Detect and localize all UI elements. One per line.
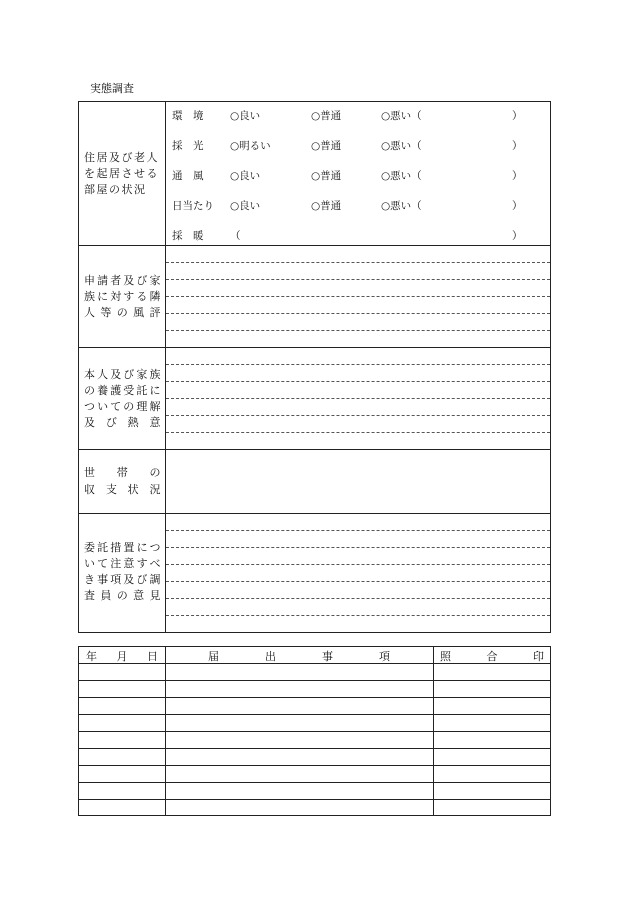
housing-condition-label: 住居及び老人を起居させる部屋の状況 [84, 151, 159, 196]
understanding-enthusiasm-label: 本人及び家族の養護受託についての理解及び熱意 [84, 368, 162, 429]
write-line[interactable] [166, 262, 550, 263]
log-row-divider [78, 799, 551, 800]
header-char: 出 [265, 650, 276, 663]
write-line[interactable] [166, 279, 550, 280]
option-normal[interactable]: ○普通 [311, 140, 342, 152]
write-line[interactable] [166, 530, 550, 531]
header-char: 項 [379, 650, 390, 663]
neighbor-reputation-label: 申請者及び家族に対する隣人等の風評 [84, 274, 162, 319]
paren-close: ） [512, 230, 523, 242]
row-item-label: 採 暖 [172, 230, 204, 242]
header-char: 合 [486, 650, 498, 663]
write-line[interactable] [166, 364, 550, 365]
log-row-divider [78, 697, 551, 698]
paren-close: ） [512, 200, 523, 212]
write-line[interactable] [166, 398, 550, 399]
seal-column-header [440, 648, 544, 664]
log-row-divider [78, 748, 551, 749]
write-line[interactable] [166, 313, 550, 314]
write-line[interactable] [166, 381, 550, 382]
section-divider [78, 347, 551, 348]
header-day: 日 [147, 650, 158, 663]
write-line[interactable] [166, 615, 550, 616]
header-char: 印 [533, 650, 544, 663]
section-divider [78, 513, 551, 514]
write-line[interactable] [166, 547, 550, 548]
paren-close: ） [512, 140, 523, 152]
write-line[interactable] [166, 598, 550, 599]
row-item-label: 採 光 [172, 140, 204, 152]
log-row-divider [78, 680, 551, 681]
write-line[interactable] [166, 564, 550, 565]
row-item-label: 通 風 [172, 170, 204, 182]
matter-column-header [208, 648, 390, 664]
write-line[interactable] [166, 296, 550, 297]
option-normal[interactable]: ○普通 [311, 170, 342, 182]
log-row-divider [78, 714, 551, 715]
write-line[interactable] [166, 330, 550, 331]
paren-open: （ [230, 230, 241, 242]
log-row-divider [78, 782, 551, 783]
write-line[interactable] [166, 581, 550, 582]
option-good[interactable]: ○良い [230, 200, 261, 212]
option-bad[interactable]: ○悪い（ [381, 140, 422, 152]
option-bad[interactable]: ○悪い（ [381, 110, 422, 122]
header-char: 照 [440, 650, 451, 663]
option-bright[interactable]: ○明るい [230, 140, 271, 152]
option-bad[interactable]: ○悪い（ [381, 170, 422, 182]
write-line[interactable] [166, 415, 550, 416]
paren-close: ） [512, 110, 523, 122]
section-divider [78, 449, 551, 450]
paren-close: ） [512, 170, 523, 182]
household-income-label-line1: 世帯の [84, 466, 162, 479]
option-good[interactable]: ○良い [230, 110, 261, 122]
row-item-label: 環 境 [172, 110, 204, 122]
option-normal[interactable]: ○普通 [311, 110, 342, 122]
household-income-label-line2: 収支状況 [84, 483, 162, 496]
date-column-header [86, 648, 158, 664]
header-year: 年 [86, 650, 97, 663]
label-column-divider [165, 101, 166, 633]
log-row-divider [78, 765, 551, 766]
log-row-divider [78, 731, 551, 732]
caution-opinion-label: 委託措置について注意すべき事項及び調査員の意見 [84, 541, 162, 602]
option-good[interactable]: ○良い [230, 170, 261, 182]
page-title: 実態調査 [90, 82, 134, 95]
section-divider [78, 245, 551, 246]
option-bad[interactable]: ○悪い（ [381, 200, 422, 212]
option-normal[interactable]: ○普通 [311, 200, 342, 212]
header-month: 月 [116, 650, 128, 663]
write-line[interactable] [166, 432, 550, 433]
header-char: 事 [322, 650, 333, 663]
header-char: 届 [208, 650, 219, 663]
row-item-label: 日当たり [172, 200, 214, 212]
